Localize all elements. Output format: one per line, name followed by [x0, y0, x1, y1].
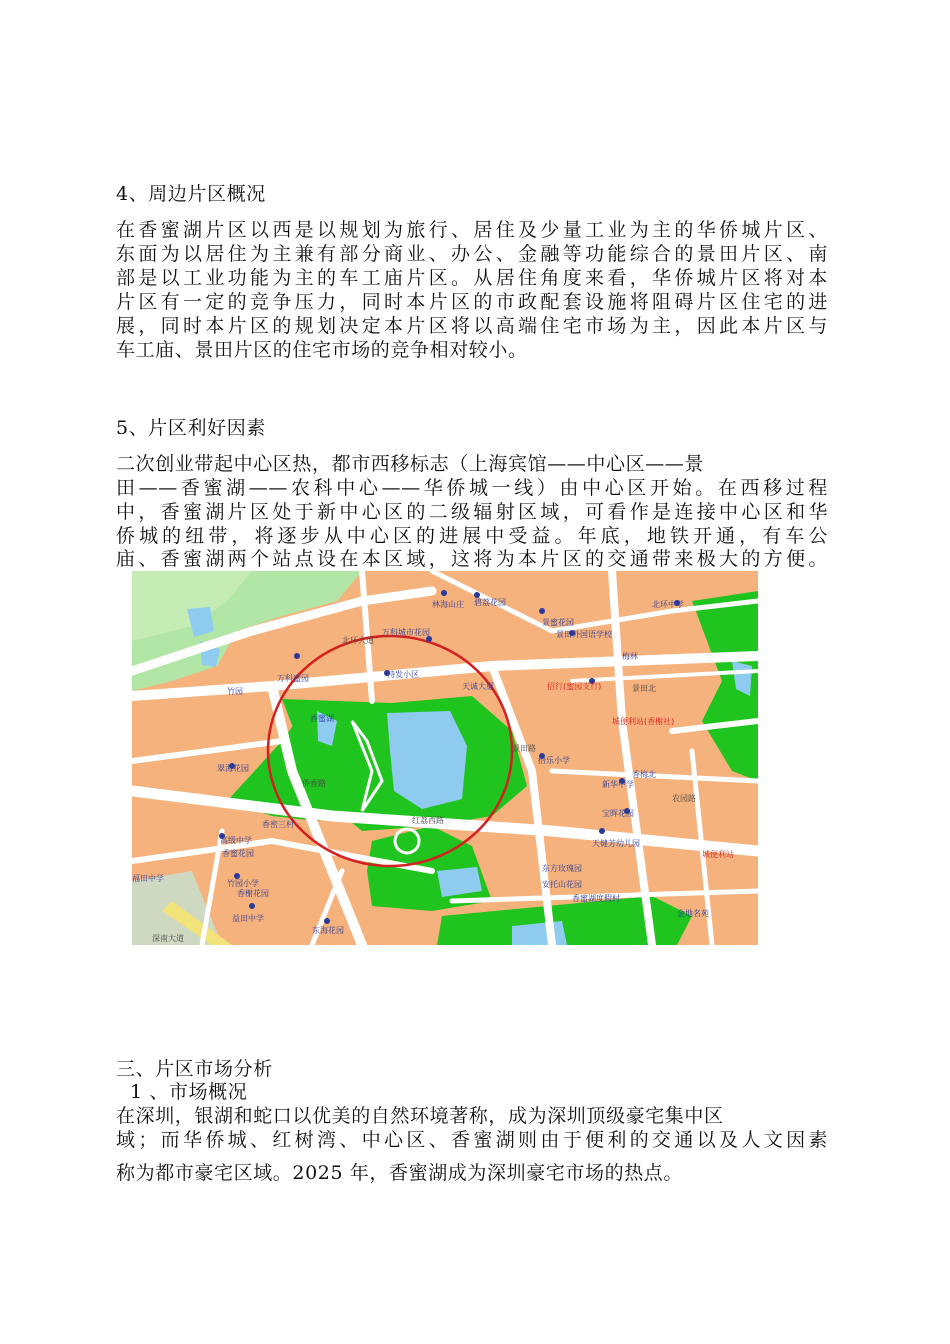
- map-label: 益田中学: [232, 914, 264, 923]
- paragraph-line: 庙、香蜜湖两个站点设在本区域，这将为本片区的交通带来极大的方便。: [116, 548, 828, 570]
- paragraph-line: 二次创业带起中心区热，都市西移标志（上海宾馆——中心区——景: [116, 453, 705, 475]
- map-label: 农园路: [672, 794, 696, 803]
- map-label: 香蜜湖: [310, 714, 334, 723]
- paragraph-line: 侨城的纽带，将逐步从中心区的进展中受益。年底，地铁开通，有车公: [116, 525, 828, 547]
- map-label: 竹园: [227, 687, 243, 696]
- map-label: 林海山庄: [432, 600, 464, 609]
- map-label: 特发小区: [387, 670, 419, 679]
- map-label: 香蜜湖度假村: [572, 894, 620, 903]
- map-label: 梅林: [622, 652, 638, 661]
- map-label: 东海花园: [312, 926, 344, 935]
- map-label: 天健芳幼儿园: [592, 839, 640, 848]
- map-label: 碧荔花园: [474, 598, 506, 607]
- map-label: 宝晖花园: [602, 809, 634, 818]
- map-label: 翠海花园: [217, 764, 249, 773]
- map-label: 招行(蜜园支行): [547, 682, 602, 691]
- paragraph-line: 在深圳，银湖和蛇口以优美的自然环境著称，成为深圳顶级豪宅集中区: [116, 1105, 724, 1127]
- section-3-subheading: 1 、市场概况: [130, 1081, 248, 1103]
- map-label: 景蜜花园: [542, 618, 574, 627]
- map-label: 城便利站(香榭社): [612, 717, 675, 726]
- map-label: 侨香路: [302, 779, 326, 788]
- paragraph-line: 域；而华侨城、红树湾、中心区、香蜜湖则由于便利的交通以及人文因素: [116, 1129, 828, 1151]
- paragraph-line: 田——香蜜湖——农科中心——华侨城一线）由中心区开始。在西移过程: [116, 477, 828, 499]
- map-label: 东方玫瑰园: [542, 864, 582, 873]
- paragraph-line: 展，同时本片区的规划决定本片区将以高端住宅市场为主，因此本片区与: [116, 315, 828, 337]
- map-label: 金地名苑: [677, 909, 709, 918]
- map-label: 万科蜜园: [277, 674, 309, 683]
- section-4-heading: 4、周边片区概况: [116, 183, 266, 205]
- paragraph-line: 中，香蜜湖片区处于新中心区的二级辐射区域，可看作是连接中心区和华: [116, 501, 828, 523]
- map-label: 高级中学: [220, 836, 252, 845]
- map-label: 香梅北: [632, 770, 656, 779]
- map-label: 景田路: [512, 744, 536, 753]
- paragraph-line: 称为都市豪宅区域。2025 年，香蜜湖成为深圳豪宅市场的热点。: [116, 1162, 683, 1184]
- section-5-heading: 5、片区利好因素: [116, 417, 266, 439]
- map-label: 福田中学: [132, 874, 164, 883]
- map-label: 安托山花园: [542, 880, 582, 889]
- map-label: 香蜜花园: [222, 849, 254, 858]
- map-label: 景田北: [632, 684, 656, 693]
- paragraph-line: 在香蜜湖片区以西是以规划为旅行、居住及少量工业为主的华侨城片区、: [116, 219, 828, 241]
- map-label: 新华中学: [602, 780, 634, 789]
- paragraph-line: 东面为以居住为主兼有部分商业、办公、金融等功能综合的景田片区、南: [116, 243, 828, 265]
- map-label: 香密三村: [262, 820, 294, 829]
- map-label: 北环大道: [342, 636, 374, 645]
- map-label: 万科城市花园: [382, 628, 430, 637]
- section-3-heading: 三、片区市场分析: [116, 1058, 273, 1080]
- map-label: 拾乐小学: [538, 756, 570, 765]
- map-label: 北环中学: [652, 600, 684, 609]
- map-label: 天诚大厦: [462, 682, 494, 691]
- paragraph-line: 部是以工业功能为主的车工庙片区。从居住角度来看，华侨城片区将对本: [116, 267, 828, 289]
- map-label: 红荔西路: [412, 816, 444, 825]
- paragraph-line: 片区有一定的竞争压力，同时本片区的市政配套设施将阻碍片区住宅的进: [116, 291, 828, 313]
- map-label: 深南大道: [152, 934, 184, 943]
- map-label: 竹园小学: [227, 879, 259, 888]
- paragraph-line: 车工庙、景田片区的住宅市场的竞争相对较小。: [116, 339, 528, 361]
- map-label: 香榭花园: [237, 889, 269, 898]
- map-label: 景田外国语学校: [556, 630, 612, 639]
- area-map: [132, 571, 758, 945]
- map-label: 城便利站: [702, 850, 734, 859]
